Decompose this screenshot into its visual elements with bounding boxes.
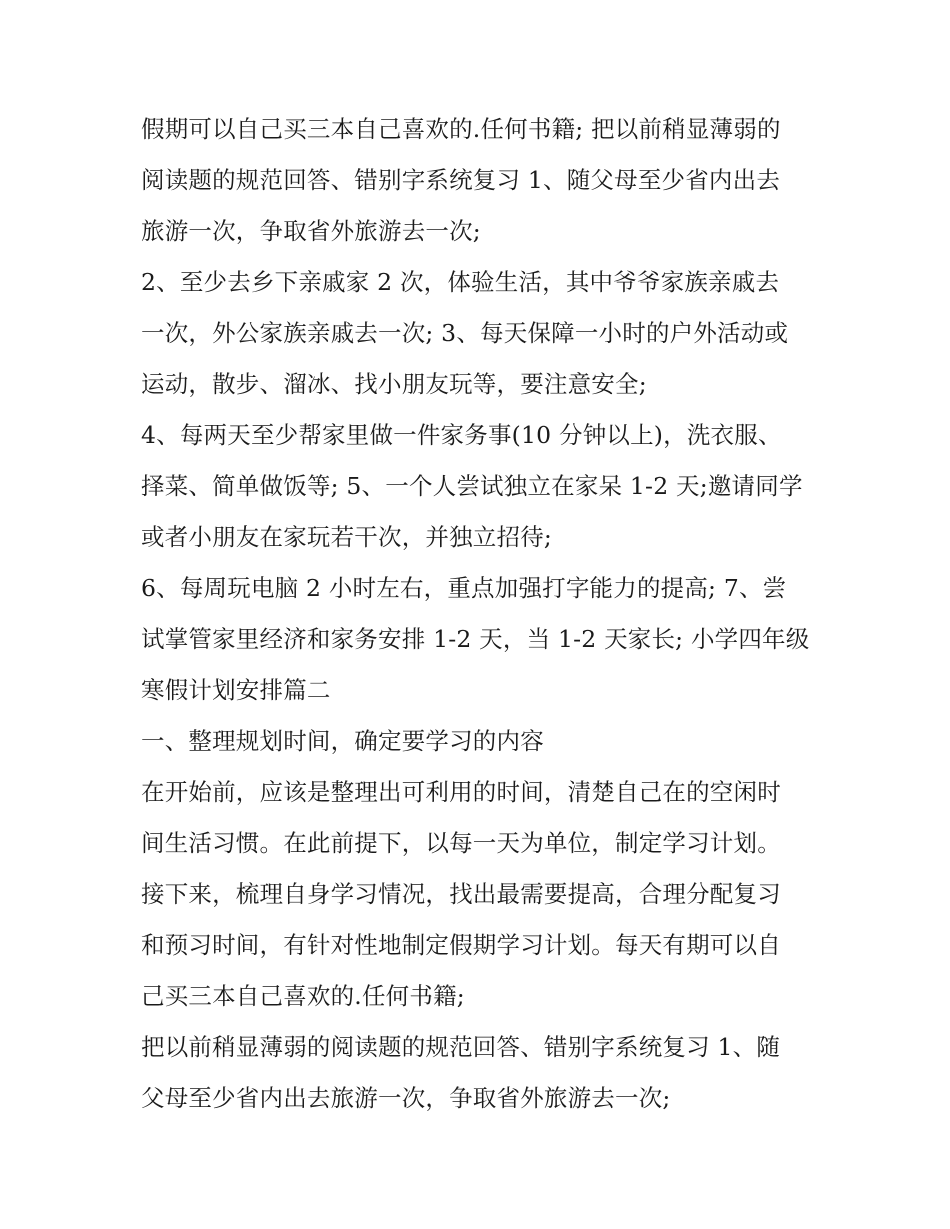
paragraph-6: 在开始前，应该是整理出可利用的时间，清楚自己在的空闲时 间生活习惯。在此前提下，以每一天为单位，制定学习计划。 接下来，梳理自身学习情况，找出最需要提高，合理分配复习 和预习时间，有针对性地制定假期学习计划。每天有期可以自 己买三本自己喜欢的.任何书籍; bbox=[141, 778, 781, 1010]
paragraph-7: 把以前稍显薄弱的阅读题的规范回答、错别字系统复习 1、随 父母至少省内出去旅游一次，争取省外旅游去一次; bbox=[141, 1033, 781, 1112]
paragraph-3: 4、每两天至少帮家里做一件家务事(10 分钟以上)，洗衣服、 择菜、简单做饭等; 5、一个人尝试独立在家呆 1-2 天;邀请同学 或者小朋友在家玩若干次，并独立招待; bbox=[141, 421, 803, 551]
paragraph-4: 6、每周玩电脑 2 小时左右，重点加强打字能力的提高; 7、尝 试掌管家里经济和家务安排 1-2 天，当 1-2 天家长; 小学四年级 寒假计划安排篇二 bbox=[141, 574, 810, 704]
section-heading: 一、整理规划时间，确定要学习的内容 bbox=[141, 727, 544, 755]
paragraph-1: 假期可以自己买三本自己喜欢的.任何书籍; 把以前稍显薄弱的 阅读题的规范回答、错别字系统复习 1、随父母至少省内出去 旅游一次，争取省外旅游去一次; bbox=[141, 115, 781, 245]
paragraph-2: 2、至少去乡下亲戚家 2 次，体验生活，其中爷爷家族亲戚去 一次，外公家族亲戚去一次; 3、每天保障一小时的户外活动或 运动，散步、溜冰、找小朋友玩等，要注意安全; bbox=[141, 268, 789, 398]
document-body bbox=[141, 104, 821, 1124]
